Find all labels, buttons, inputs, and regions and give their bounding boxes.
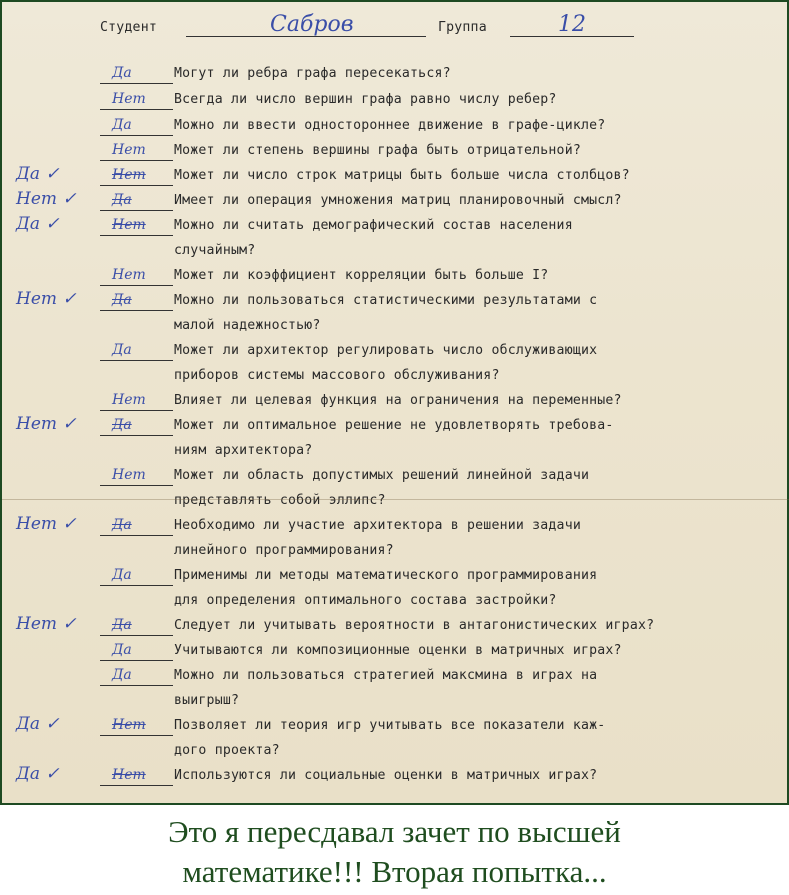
student-label: Студент — [100, 20, 157, 35]
question-item — [2, 343, 789, 393]
question-text: малой надежностью? — [174, 318, 321, 333]
question-text: Можно ли считать демографический состав населения — [174, 218, 573, 233]
question-item — [2, 92, 789, 117]
answer-line — [100, 310, 173, 311]
answer-line — [100, 735, 173, 736]
question-text: Всегда ли число вершин графа равно числу ребер? — [174, 92, 557, 107]
question-item — [2, 468, 789, 518]
question-text: Используются ли социальные оценки в матричных играх? — [174, 768, 598, 783]
question-text: Может ли область допустимых решений линейной задачи — [174, 468, 590, 483]
answer-line — [100, 410, 173, 411]
teacher-correction: Да ✓ — [16, 164, 60, 184]
question-item — [2, 393, 789, 418]
student-answer: Да — [112, 117, 132, 133]
caption — [0, 812, 789, 892]
question-item — [2, 118, 789, 143]
question-text: Необходимо ли участие архитектора в решении задачи — [174, 518, 581, 533]
student-name: Сабров — [270, 12, 354, 37]
teacher-correction: Да ✓ — [16, 714, 60, 734]
question-text: Может ли число строк матрицы быть больше числа столбцов? — [174, 168, 630, 183]
question-text: дого проекта? — [174, 743, 280, 758]
teacher-correction: Да ✓ — [16, 764, 60, 784]
student-answer: Нет — [112, 142, 146, 158]
question-text: Может ли архитектор регулировать число обслуживающих — [174, 343, 598, 358]
question-text: Можно ли пользоваться статистическими результатами с — [174, 293, 598, 308]
answer-line — [100, 685, 173, 686]
student-answer: Нет — [112, 717, 146, 733]
question-item — [2, 514, 789, 568]
answer-line — [100, 785, 173, 786]
caption-line-1: Это я пересдавал зачет по высшей — [168, 814, 621, 849]
question-item — [2, 289, 789, 343]
student-answer: Да — [112, 667, 132, 683]
teacher-correction: Нет ✓ — [16, 514, 77, 534]
question-item — [2, 614, 789, 643]
answer-line — [100, 585, 173, 586]
answer-line — [100, 235, 173, 236]
question-item — [2, 668, 789, 718]
question-item — [2, 66, 789, 91]
answer-line — [100, 135, 173, 136]
teacher-correction: Нет ✓ — [16, 289, 77, 309]
question-item — [2, 414, 789, 468]
question-text: случайным? — [174, 243, 256, 258]
question-item — [2, 189, 789, 218]
answer-line — [100, 160, 173, 161]
student-answer: Да — [112, 642, 132, 658]
question-text: Может ли коэффициент корреляции быть больше I? — [174, 268, 549, 283]
student-answer: Нет — [112, 167, 146, 183]
question-text: Имеет ли операция умножения матриц планировочный смысл? — [174, 193, 622, 208]
question-text: выигрыш? — [174, 693, 240, 708]
answer-line — [100, 535, 173, 536]
answer-line — [100, 185, 173, 186]
question-text: Учитываются ли композиционные оценки в матричных играх? — [174, 643, 622, 658]
student-answer: Да — [112, 342, 132, 358]
caption-line-2: математике!!! Вторая попытка... — [182, 854, 607, 889]
group-label: Группа — [438, 20, 487, 35]
question-item — [2, 643, 789, 668]
question-text: Может ли степень вершины графа быть отрицательной? — [174, 143, 581, 158]
answer-line — [100, 83, 173, 84]
student-answer: Да — [112, 517, 132, 533]
question-text: для определения оптимального состава застройки? — [174, 593, 557, 608]
question-text: приборов системы массового обслуживания? — [174, 368, 500, 383]
question-item — [2, 764, 789, 793]
student-answer: Да — [112, 567, 132, 583]
answer-line — [100, 285, 173, 286]
student-answer: Нет — [112, 91, 146, 107]
teacher-correction: Нет ✓ — [16, 189, 77, 209]
group-number: 12 — [558, 12, 586, 37]
student-answer: Нет — [112, 467, 146, 483]
question-text: Могут ли ребра графа пересекаться? — [174, 66, 451, 81]
paper-fold — [2, 499, 789, 500]
teacher-correction: Нет ✓ — [16, 614, 77, 634]
student-answer: Да — [112, 417, 132, 433]
answer-line — [100, 210, 173, 211]
header-row — [100, 14, 660, 40]
question-text: Следует ли учитывать вероятности в антагонистических играх? — [174, 618, 655, 633]
answer-line — [100, 435, 173, 436]
teacher-correction: Да ✓ — [16, 214, 60, 234]
question-text: ниям архитектора? — [174, 443, 313, 458]
student-answer: Нет — [112, 217, 146, 233]
question-text: Позволяет ли теория игр учитывать все показатели каж- — [174, 718, 606, 733]
answer-line — [100, 485, 173, 486]
question-item — [2, 714, 789, 768]
question-item — [2, 568, 789, 618]
student-answer: Нет — [112, 392, 146, 408]
student-answer: Нет — [112, 267, 146, 283]
question-text: Может ли оптимальное решение не удовлетворять требова- — [174, 418, 614, 433]
question-item — [2, 214, 789, 268]
answer-line — [100, 635, 173, 636]
question-item — [2, 164, 789, 193]
student-answer: Да — [112, 617, 132, 633]
answer-line — [100, 109, 173, 110]
question-item — [2, 143, 789, 168]
question-text: Можно ли пользоваться стратегией максмина в играх на — [174, 668, 598, 683]
teacher-correction: Нет ✓ — [16, 414, 77, 434]
question-text: линейного программирования? — [174, 543, 394, 558]
answer-line — [100, 360, 173, 361]
question-text: Применимы ли методы математического программирования — [174, 568, 598, 583]
student-answer: Да — [112, 292, 132, 308]
answer-line — [100, 660, 173, 661]
question-item — [2, 268, 789, 293]
student-answer: Да — [112, 192, 132, 208]
question-text: Можно ли ввести одностороннее движение в графе-цикле? — [174, 118, 606, 133]
question-text: представлять собой эллипс? — [174, 493, 386, 508]
student-answer: Да — [112, 65, 132, 81]
student-answer: Нет — [112, 767, 146, 783]
question-text: Влияет ли целевая функция на ограничения на переменные? — [174, 393, 622, 408]
